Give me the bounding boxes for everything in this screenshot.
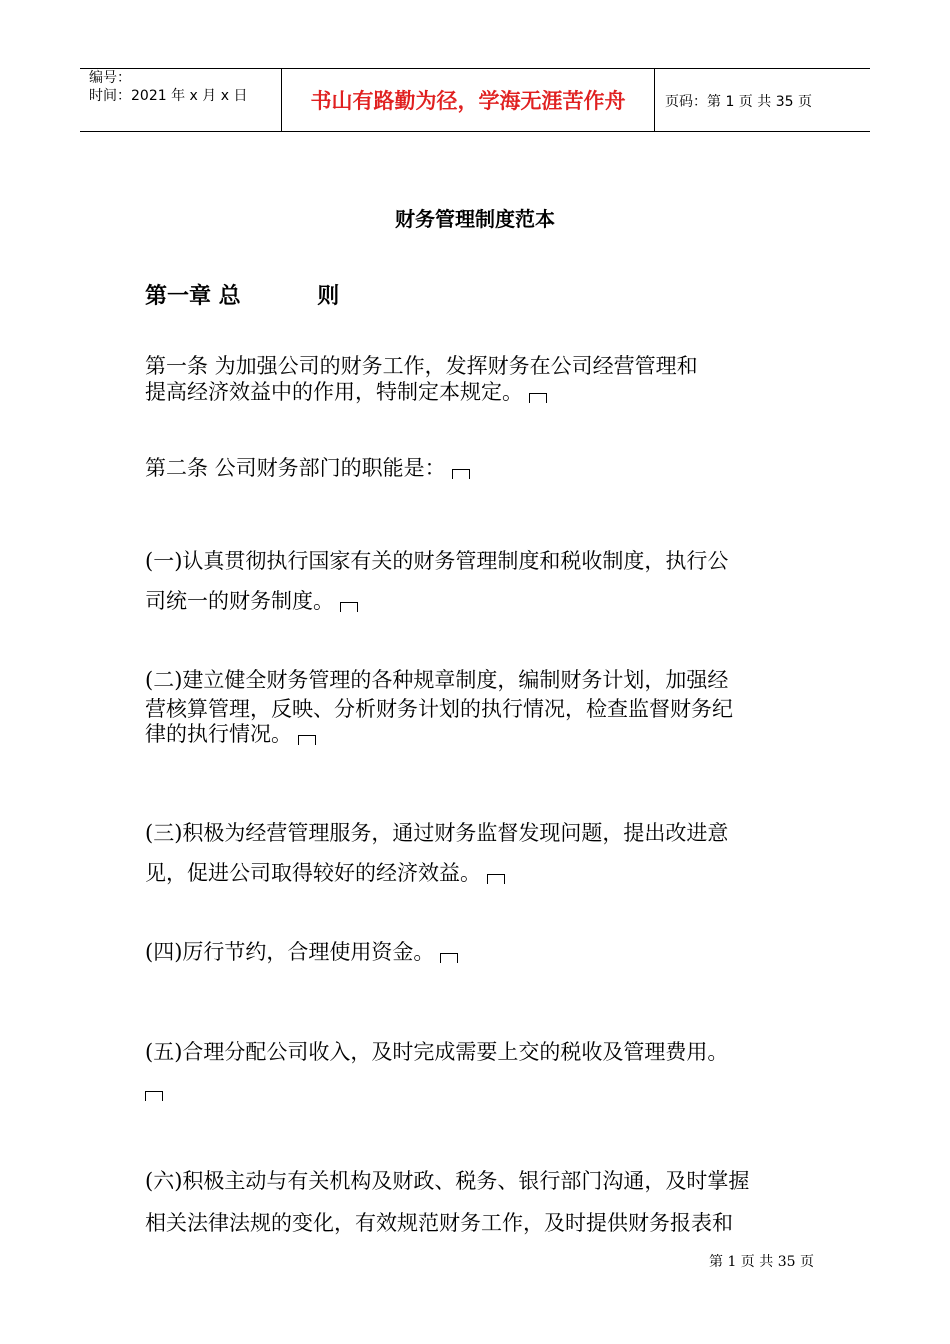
paragraph-line: (四)厉行节约，合理使用资金。: [145, 940, 435, 964]
paragraph-mark-icon: [452, 469, 470, 479]
paragraph-line: 律的执行情况。: [145, 722, 292, 746]
paragraph-mark-icon: [440, 953, 458, 963]
paragraph: [145, 1160, 815, 1244]
paragraph: [145, 541, 815, 621]
paragraph-line: (一)认真贯彻执行国家有关的财务管理制度和税收制度，执行公: [145, 549, 729, 573]
paragraph: [145, 939, 815, 965]
document-title: 财务管理制度范本: [395, 207, 555, 231]
header-motto: 书山有路勤为径，学海无涯苦作舟: [310, 89, 626, 113]
paragraph-mark-icon: [340, 602, 358, 612]
header-divider: [654, 69, 655, 131]
paragraph-line: 提高经济效益中的作用，特制定本规定。: [145, 380, 523, 404]
paragraph-mark-icon: [529, 393, 547, 403]
paragraph: [145, 813, 815, 893]
document-header: [80, 68, 870, 132]
paragraph-line: 营核算管理，反映、分析财务计划的执行情况，检查监督财务纪: [145, 697, 733, 721]
header-page-info: 页码：第 1 页 共 35 页: [665, 94, 812, 110]
chapter-heading: 第一章 总 则: [145, 284, 340, 309]
paragraph-line: 见，促进公司取得较好的经济效益。: [145, 861, 481, 885]
paragraph-line: (六)积极主动与有关机构及财政、税务、银行部门沟通，及时掌握: [145, 1169, 750, 1193]
time-label: 时间：2021 年 x 月 x 日: [89, 88, 248, 104]
paragraph-line: 第二条 公司财务部门的职能是：: [145, 456, 446, 480]
paragraph: [145, 1039, 815, 1107]
page-footer: 第 1 页 共 35 页: [709, 1254, 814, 1270]
paragraph-mark-icon: [298, 735, 316, 745]
paragraph-line: 第一条 为加强公司的财务工作，发挥财务在公司经营管理和: [145, 354, 698, 378]
paragraph-mark-icon: [145, 1091, 163, 1101]
paragraph-line: 司统一的财务制度。: [145, 589, 334, 613]
number-label: 编号：: [89, 70, 131, 86]
paragraph-mark-icon: [487, 874, 505, 884]
paragraph-line: 相关法律法规的变化，有效规范财务工作，及时提供财务报表和: [145, 1211, 733, 1235]
paragraph: [145, 455, 815, 481]
paragraph-line: (五)合理分配公司收入，及时完成需要上交的税收及管理费用。: [145, 1040, 729, 1064]
paragraph-line: (二)建立健全财务管理的各种规章制度，编制财务计划，加强经: [145, 668, 729, 692]
header-meta: [80, 69, 281, 131]
paragraph: [145, 353, 815, 405]
paragraph-line: (三)积极为经营管理服务，通过财务监督发现问题，提出改进意: [145, 821, 729, 845]
paragraph: [145, 664, 815, 745]
